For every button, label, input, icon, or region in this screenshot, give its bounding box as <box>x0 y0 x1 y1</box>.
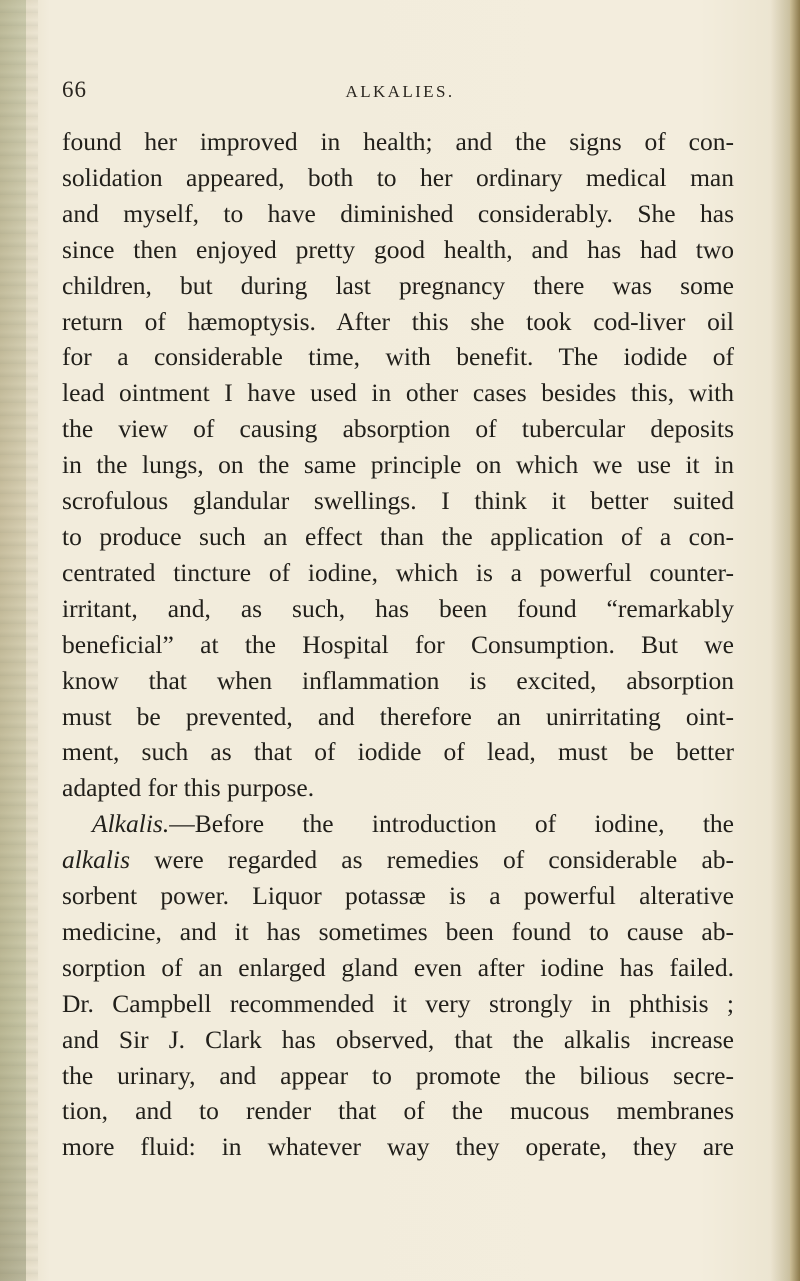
text-line: sorbent power. Liquor potassæ is a powerful alterative <box>62 881 734 911</box>
running-head: ALKALIES. <box>345 82 455 101</box>
text-line <box>62 842 734 878</box>
text-line: medicine, and it has sometimes been found to cause ab- <box>62 916 734 946</box>
text-line: Dr. Campbell recommended it very strongly in phthisis ; <box>62 988 734 1018</box>
text-line: beneficial” at the Hospital for Consumption. But we <box>62 629 734 659</box>
text-line: in the lungs, on the same principle on which we use it in <box>62 450 734 480</box>
text-fragment: were regarded as remedies of considerable ab- <box>130 845 734 875</box>
text-line: children, but during last pregnancy there was some <box>62 270 734 300</box>
page-edge <box>790 0 800 1281</box>
text-line: to produce such an effect than the application of a con- <box>62 521 734 551</box>
text-line: tion, and to render that of the mucous membranes <box>62 1096 734 1126</box>
text-line: the view of causing absorption of tubercular deposits <box>62 414 734 444</box>
text-line: more fluid: in whatever way they operate, they are <box>62 1132 734 1162</box>
text-line: for a considerable time, with benefit. The iodide of <box>62 342 734 372</box>
section-heading-alkalis: Alkalis. <box>92 809 170 839</box>
alkalis-paragraph-first-line <box>62 806 734 842</box>
text-line: solidation appeared, both to her ordinary medical man <box>62 162 734 192</box>
text-line: adapted for this purpose. <box>62 773 315 803</box>
text-line: must be prevented, and therefore an unirritating oint- <box>62 701 734 731</box>
text-line: know that when inflammation is excited, absorption <box>62 665 734 695</box>
text-line: ment, such as that of iodide of lead, must be better <box>62 737 734 767</box>
text-line: the urinary, and appear to promote the bilious secre- <box>62 1060 734 1090</box>
text-line: lead ointment I have used in other cases besides this, with <box>62 378 734 408</box>
italic-term: alkalis <box>62 845 130 875</box>
text-line: return of hæmoptysis. After this she took cod-liver oil <box>62 306 734 336</box>
text-line: centrated tincture of iodine, which is a powerful counter- <box>62 557 734 587</box>
text-fragment: —Before the introduction of iodine, the <box>169 809 734 839</box>
page-number: 66 <box>62 77 87 102</box>
text-line: since then enjoyed pretty good health, and has had two <box>62 234 734 264</box>
text-line: scrofulous glandular swellings. I think it better suited <box>62 486 734 516</box>
text-line: and Sir J. Clark has observed, that the alkalis increase <box>62 1024 734 1054</box>
text-line: and myself, to have diminished considerably. She has <box>62 198 734 228</box>
binding-shadow <box>0 0 38 1281</box>
text-line: sorption of an enlarged gland even after iodine has failed. <box>62 952 734 982</box>
text-line: found her improved in health; and the signs of con- <box>62 127 734 156</box>
text-line: irritant, and, as such, has been found “remarkably <box>62 593 734 623</box>
body-text <box>62 124 734 1165</box>
